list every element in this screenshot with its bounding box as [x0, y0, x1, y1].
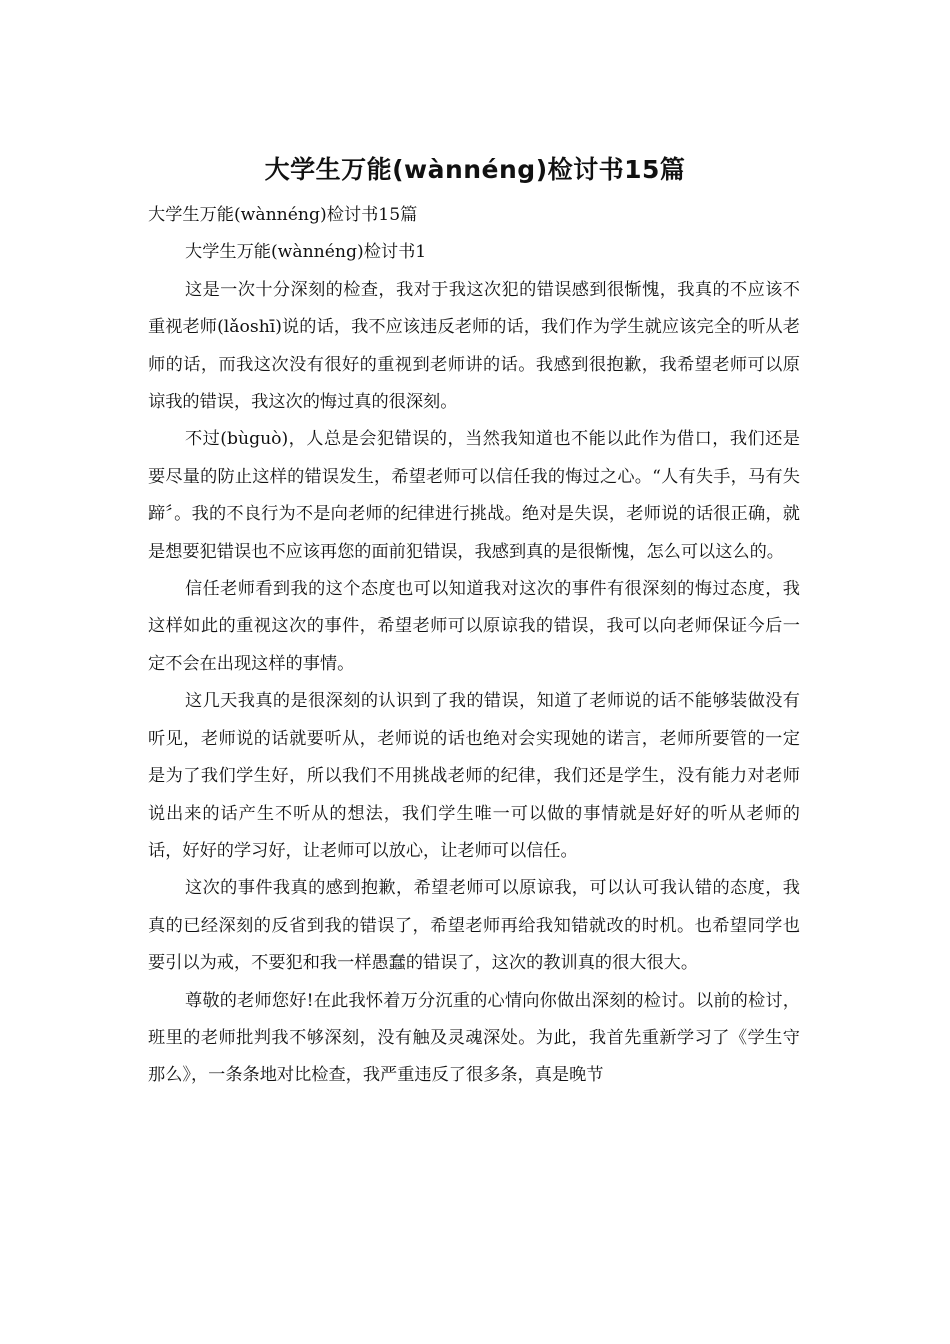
document-body — [148, 197, 800, 1095]
body-paragraph: 信任老师看到我的这个态度也可以知道我对这次的事件有很深刻的悔过态度，我这样如此的重视这次的事件，希望老师可以原谅我的错误，我可以向老师保证今后一定不会在出现这样的事情。 — [148, 579, 800, 674]
body-paragraph: 尊敬的老师您好!在此我怀着万分沉重的心情向你做出深刻的检讨。以前的检讨，班里的老师批判我不够深刻，没有触及灵魂深处。为此，我首先重新学习了《学生守那么》，一条条地对比检查，我严重违反了很多条，真是晚节 — [148, 990, 800, 1086]
subtitle-paragraph: 大学生万能(wànnéng)检讨书15篇 — [148, 205, 418, 225]
document-title: 大学生万能(wànnéng)检讨书15篇 — [264, 155, 686, 184]
body-paragraph: 这是一次十分深刻的检查，我对于我这次犯的错误感到很惭愧，我真的不应该不重视老师(lǎoshī)说的话，我不应该违反老师的话，我们作为学生就应该完全的听从老师的话，而我这次没有很好的重视到老师讲的话。我感到很抱歉，我希望老师可以原谅我的错误，我这次的悔过真的很深刻。 — [148, 279, 800, 413]
body-paragraph: 不过(bùguò)，人总是会犯错误的，当然我知道也不能以此作为借口，我们还是要尽量的防止这样的错误发生，希望老师可以信任我的悔过之心。“人有失手，马有失蹄〞。我的不良行为不是向老师的纪律进行挑战。绝对是失误，老师说的话很正确，就是想要犯错误也不应该再您的面前犯错误，我感到真的是很惭愧，怎么可以这么的。 — [148, 429, 800, 562]
body-paragraph: 这几天我真的是很深刻的认识到了我的错误，知道了老师说的话不能够装做没有听见，老师说的话就要听从，老师说的话也绝对会实现她的诺言，老师所要管的一定是为了我们学生好，所以我们不用挑战老师的纪律，我们还是学生，没有能力对老师说出来的话产生不听从的想法，我们学生唯一可以做的事情就是好好的听从老师的话，好好的学习好，让老师可以放心，让老师可以信任。 — [148, 691, 800, 861]
section-heading: 大学生万能(wànnéng)检讨书1 — [185, 242, 427, 263]
body-paragraph: 这次的事件我真的感到抱歉，希望老师可以原谅我，可以认可我认错的态度，我真的已经深刻的反省到我的错误了，希望老师再给我知错就改的时机。也希望同学也要引以为戒，不要犯和我一样愚蠢的错误了，这次的教训真的很大很大。 — [148, 878, 800, 974]
